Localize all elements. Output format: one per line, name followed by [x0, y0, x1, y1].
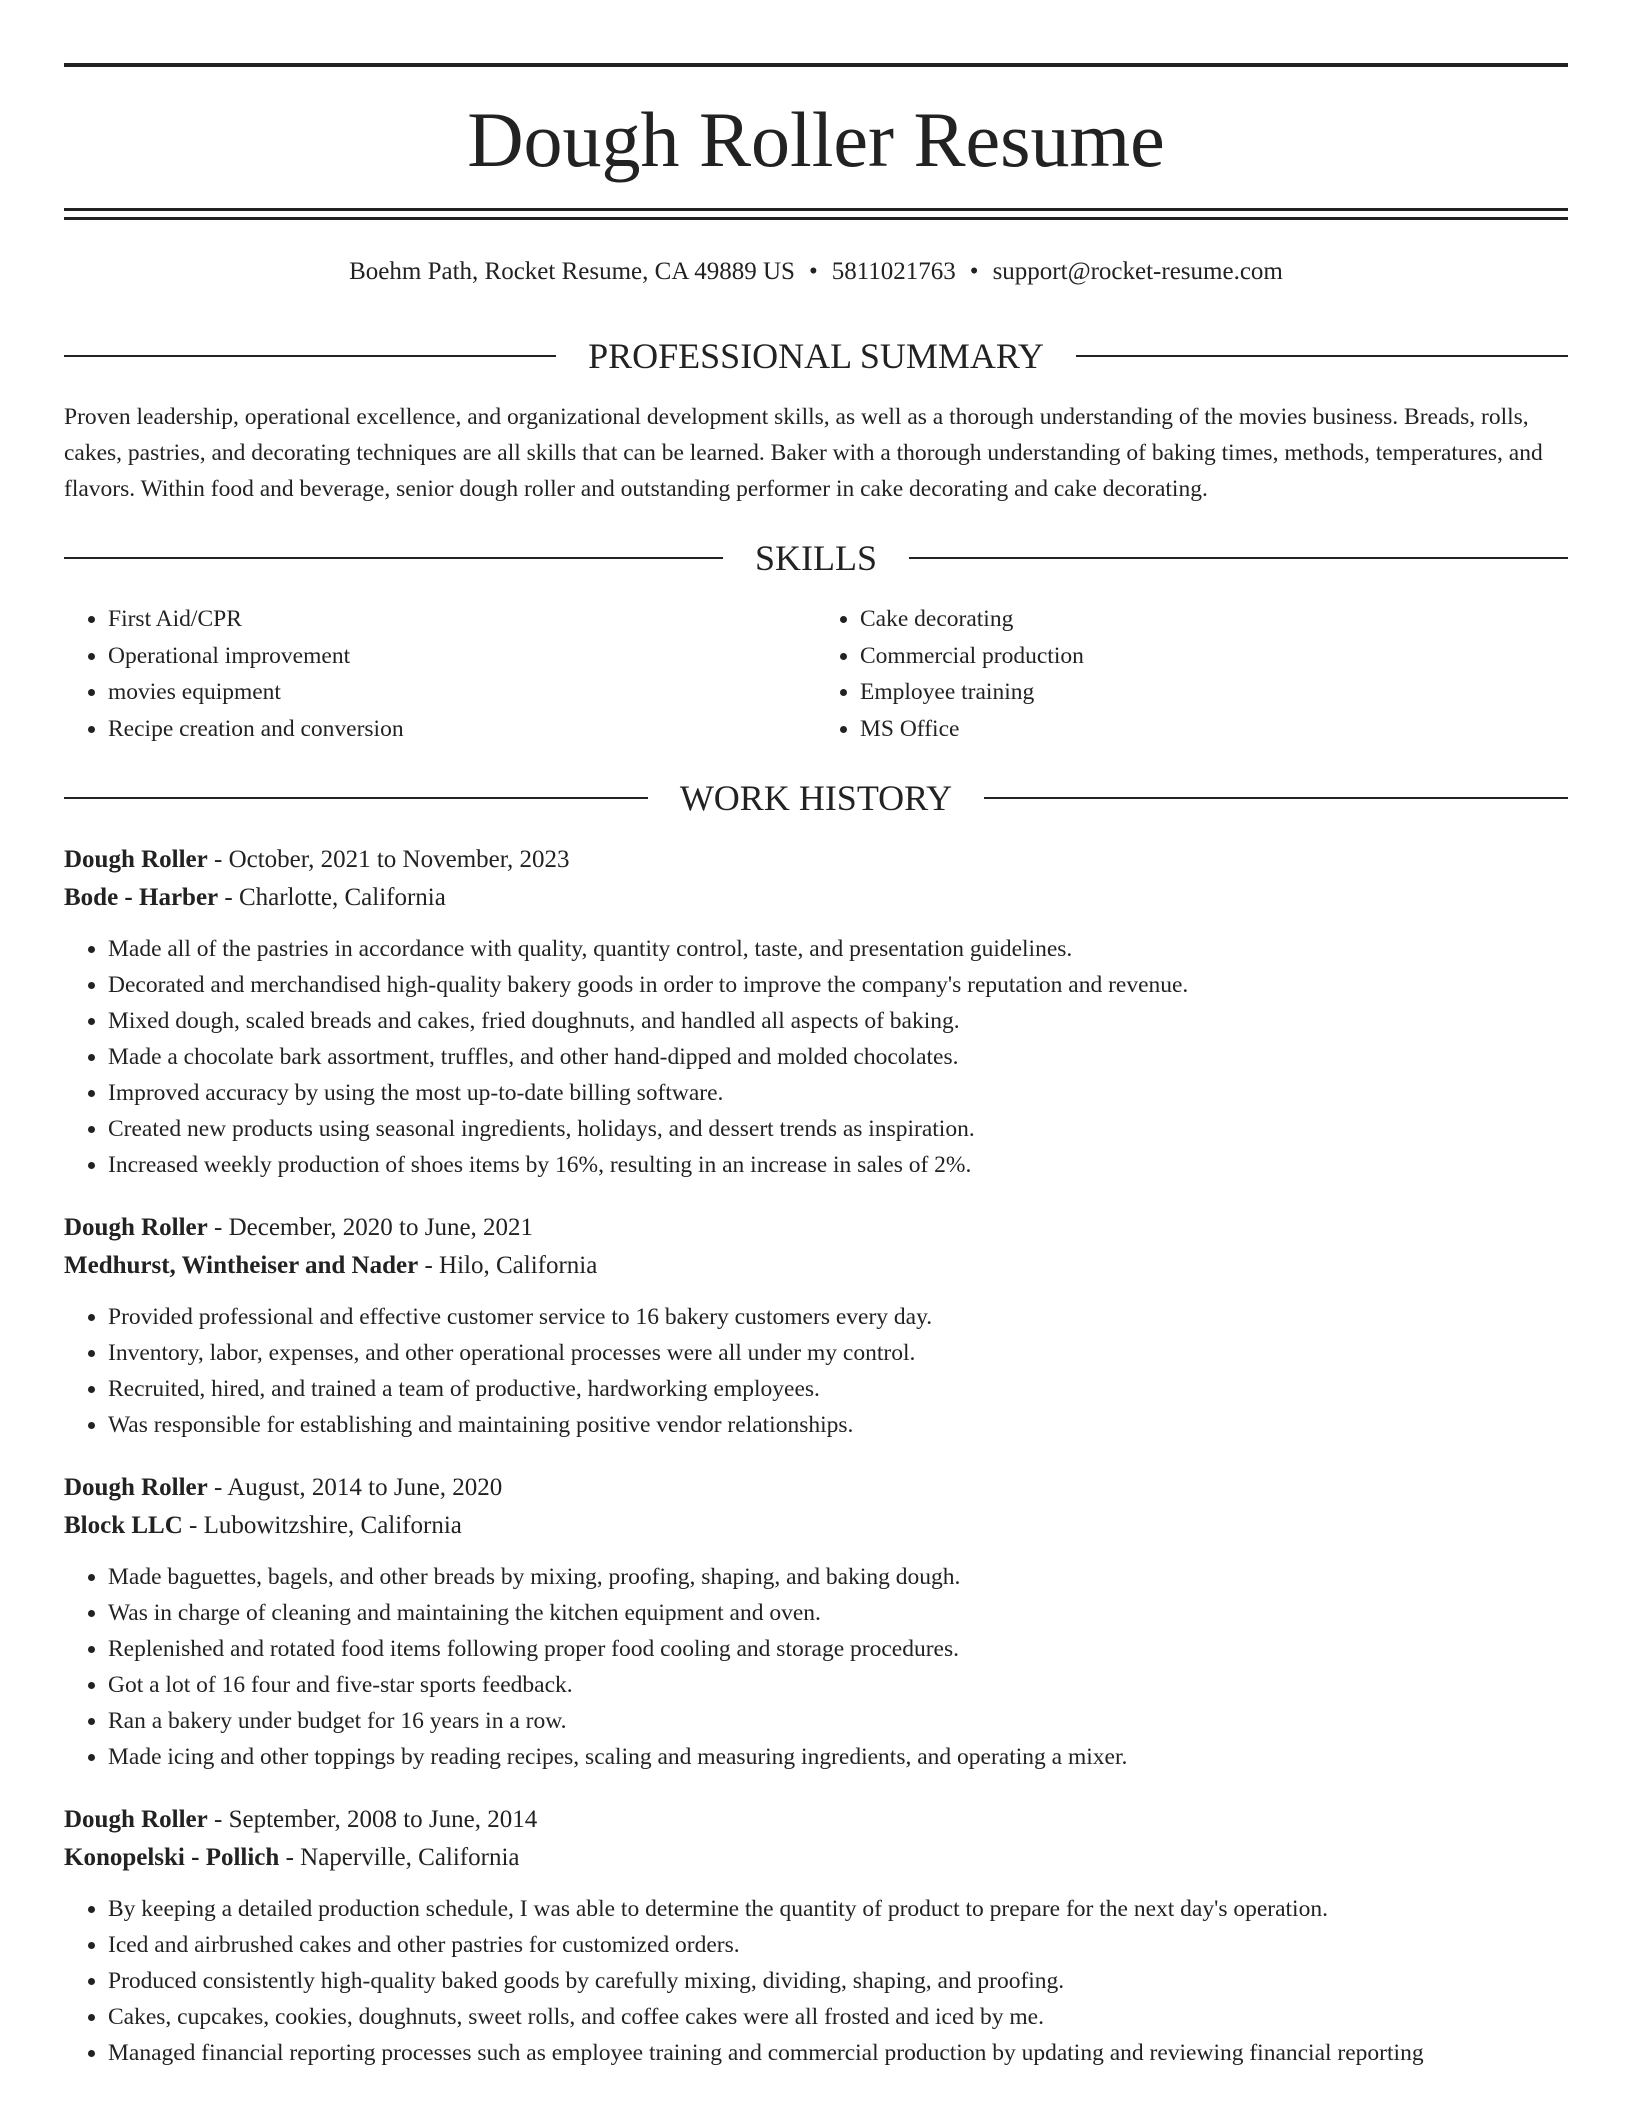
job-bullet: • Provided professional and effective customer service to 16 bakery customers every day.: [108, 1299, 1568, 1335]
heading-rule-left: [64, 797, 648, 799]
job-bullet: • Made all of the pastries in accordance with quality, quantity control, taste, and presentation guidelines.: [108, 931, 1568, 967]
job-company: Konopelski - Pollich: [64, 1844, 280, 1871]
job-bullet: • Made icing and other toppings by reading recipes, scaling and measuring ingredients, and operating a mixer.: [108, 1739, 1568, 1775]
heading-rule-left: [64, 355, 556, 357]
job-dates: - August, 2014 to June, 2020: [207, 1474, 503, 1501]
section-heading-work: [64, 776, 1568, 820]
summary-text: Proven leadership, operational excellence, and organizational development skills, as well as a thorough understanding of the movies business. Breads, rolls, cakes, pastries, and decorating techniques are all skills that can be learned. Baker with a thorough understanding of baking times, methods, temperatures, and flavors. Within food and beverage, senior dough roller and outstanding performer in cake decorating and cake decorating.: [64, 404, 1543, 502]
job-bullet: • Decorated and merchandised high-quality bakery goods in order to improve the company's reputation and revenue.: [108, 967, 1568, 1003]
job-bullets: [64, 1559, 1568, 1775]
top-rule: [64, 63, 1568, 67]
skill-item: • movies equipment: [108, 674, 816, 711]
job-title: Dough Roller: [64, 1474, 208, 1501]
job-bullet: • Increased weekly production of shoes items by 16%, resulting in an increase in sales of 2%.: [108, 1147, 1568, 1183]
work-history: [64, 841, 1568, 2097]
job-bullet: • Iced and airbrushed cakes and other pastries for customized orders.: [108, 1927, 1568, 1963]
job-bullet: • Was responsible for establishing and maintaining positive vendor relationships.: [108, 1407, 1568, 1443]
contact-separator: •: [808, 258, 818, 285]
skill-item: • Cake decorating: [860, 601, 1568, 638]
job-bullet: • Got a lot of 16 four and five-star sports feedback.: [108, 1667, 1568, 1703]
skills-column-right: [816, 601, 1568, 747]
job-bullet: • Was in charge of cleaning and maintaining the kitchen equipment and oven.: [108, 1595, 1568, 1631]
job-company: Bode - Harber: [64, 884, 219, 911]
job-bullet: • Produced consistently high-quality baked goods by carefully mixing, dividing, shaping, and proofing.: [108, 1963, 1568, 1999]
section-heading-skills: [64, 536, 1568, 580]
contact-separator: •: [969, 258, 979, 285]
heading-rule-right: [1076, 355, 1568, 357]
skill-item: • Operational improvement: [108, 638, 816, 675]
job-company-line: [64, 1839, 1568, 1877]
job-title-line: [64, 1801, 1568, 1839]
job-location: - Lubowitzshire, California: [182, 1512, 462, 1539]
contact-email[interactable]: support@rocket-resume.com: [992, 258, 1283, 285]
job-title-line: [64, 841, 1568, 879]
job-company-line: [64, 1507, 1568, 1545]
job-dates: - October, 2021 to November, 2023: [207, 846, 570, 873]
skill-item: • Commercial production: [860, 638, 1568, 675]
heading-rule-right: [984, 797, 1568, 799]
job-location: - Naperville, California: [279, 1844, 520, 1871]
skill-item: • Employee training: [860, 674, 1568, 711]
job-company-line: [64, 1247, 1568, 1285]
job-location: - Hilo, California: [418, 1252, 598, 1279]
job-title: Dough Roller: [64, 1214, 208, 1241]
job-title-line: [64, 1209, 1568, 1247]
section-title-skills: SKILLS: [755, 538, 878, 578]
job-bullet: • Replenished and rotated food items following proper food cooling and storage procedures.: [108, 1631, 1568, 1667]
job-bullet: • Made baguettes, bagels, and other breads by mixing, proofing, shaping, and baking dough.: [108, 1559, 1568, 1595]
job-bullet: • By keeping a detailed production schedule, I was able to determine the quantity of product to prepare for the next day's operation.: [108, 1891, 1568, 1927]
section-title-work: WORK HISTORY: [679, 778, 953, 818]
section-heading-summary: [64, 334, 1568, 378]
contact-phone[interactable]: 5811021763: [831, 258, 956, 285]
section-title-summary: PROFESSIONAL SUMMARY: [588, 336, 1044, 376]
job-bullet: • Created new products using seasonal ingredients, holidays, and dessert trends as inspiration.: [108, 1111, 1568, 1147]
skills-column-left: [64, 601, 816, 747]
job-dates: - December, 2020 to June, 2021: [207, 1214, 534, 1241]
job-entry: [64, 1209, 1568, 1443]
job-bullet: • Cakes, cupcakes, cookies, doughnuts, sweet rolls, and coffee cakes were all frosted and iced by me.: [108, 1999, 1568, 2035]
job-dates: - September, 2008 to June, 2014: [207, 1806, 538, 1833]
skill-item: • First Aid/CPR: [108, 601, 816, 638]
job-company: Medhurst, Wintheiser and Nader: [64, 1252, 419, 1279]
job-company-line: [64, 879, 1568, 917]
job-bullet: • Improved accuracy by using the most up-to-date billing software.: [108, 1075, 1568, 1111]
job-title: Dough Roller: [64, 1806, 208, 1833]
job-entry: [64, 1469, 1568, 1775]
job-bullets: [64, 931, 1568, 1183]
title-double-rule: [64, 208, 1568, 220]
contact-address: Boehm Path, Rocket Resume, CA 49889 US: [349, 258, 795, 285]
resume-title: Dough Roller Resume: [467, 96, 1165, 183]
job-location: - Charlotte, California: [218, 884, 446, 911]
skill-item: • MS Office: [860, 711, 1568, 748]
job-title-line: [64, 1469, 1568, 1507]
skill-item: • Recipe creation and conversion: [108, 711, 816, 748]
heading-rule-right: [909, 557, 1568, 559]
job-bullet: • Mixed dough, scaled breads and cakes, fried doughnuts, and handled all aspects of baking.: [108, 1003, 1568, 1039]
job-bullet: • Recruited, hired, and trained a team of productive, hardworking employees.: [108, 1371, 1568, 1407]
job-bullets: [64, 1299, 1568, 1443]
job-entry: [64, 1801, 1568, 2071]
job-bullet: • Ran a bakery under budget for 16 years in a row.: [108, 1703, 1568, 1739]
heading-rule-left: [64, 557, 723, 559]
job-company: Block LLC: [64, 1512, 183, 1539]
job-bullet: • Managed financial reporting processes such as employee training and commercial production by updating and reviewing financial reporting: [108, 2035, 1568, 2071]
job-bullet: • Made a chocolate bark assortment, truffles, and other hand-dipped and molded chocolates.: [108, 1039, 1568, 1075]
job-entry: [64, 841, 1568, 1183]
contact-line: [64, 254, 1568, 290]
job-title: Dough Roller: [64, 846, 208, 873]
skills-list: [64, 601, 1568, 747]
job-bullet: • Inventory, labor, expenses, and other operational processes were all under my control.: [108, 1335, 1568, 1371]
job-bullets: [64, 1891, 1568, 2071]
